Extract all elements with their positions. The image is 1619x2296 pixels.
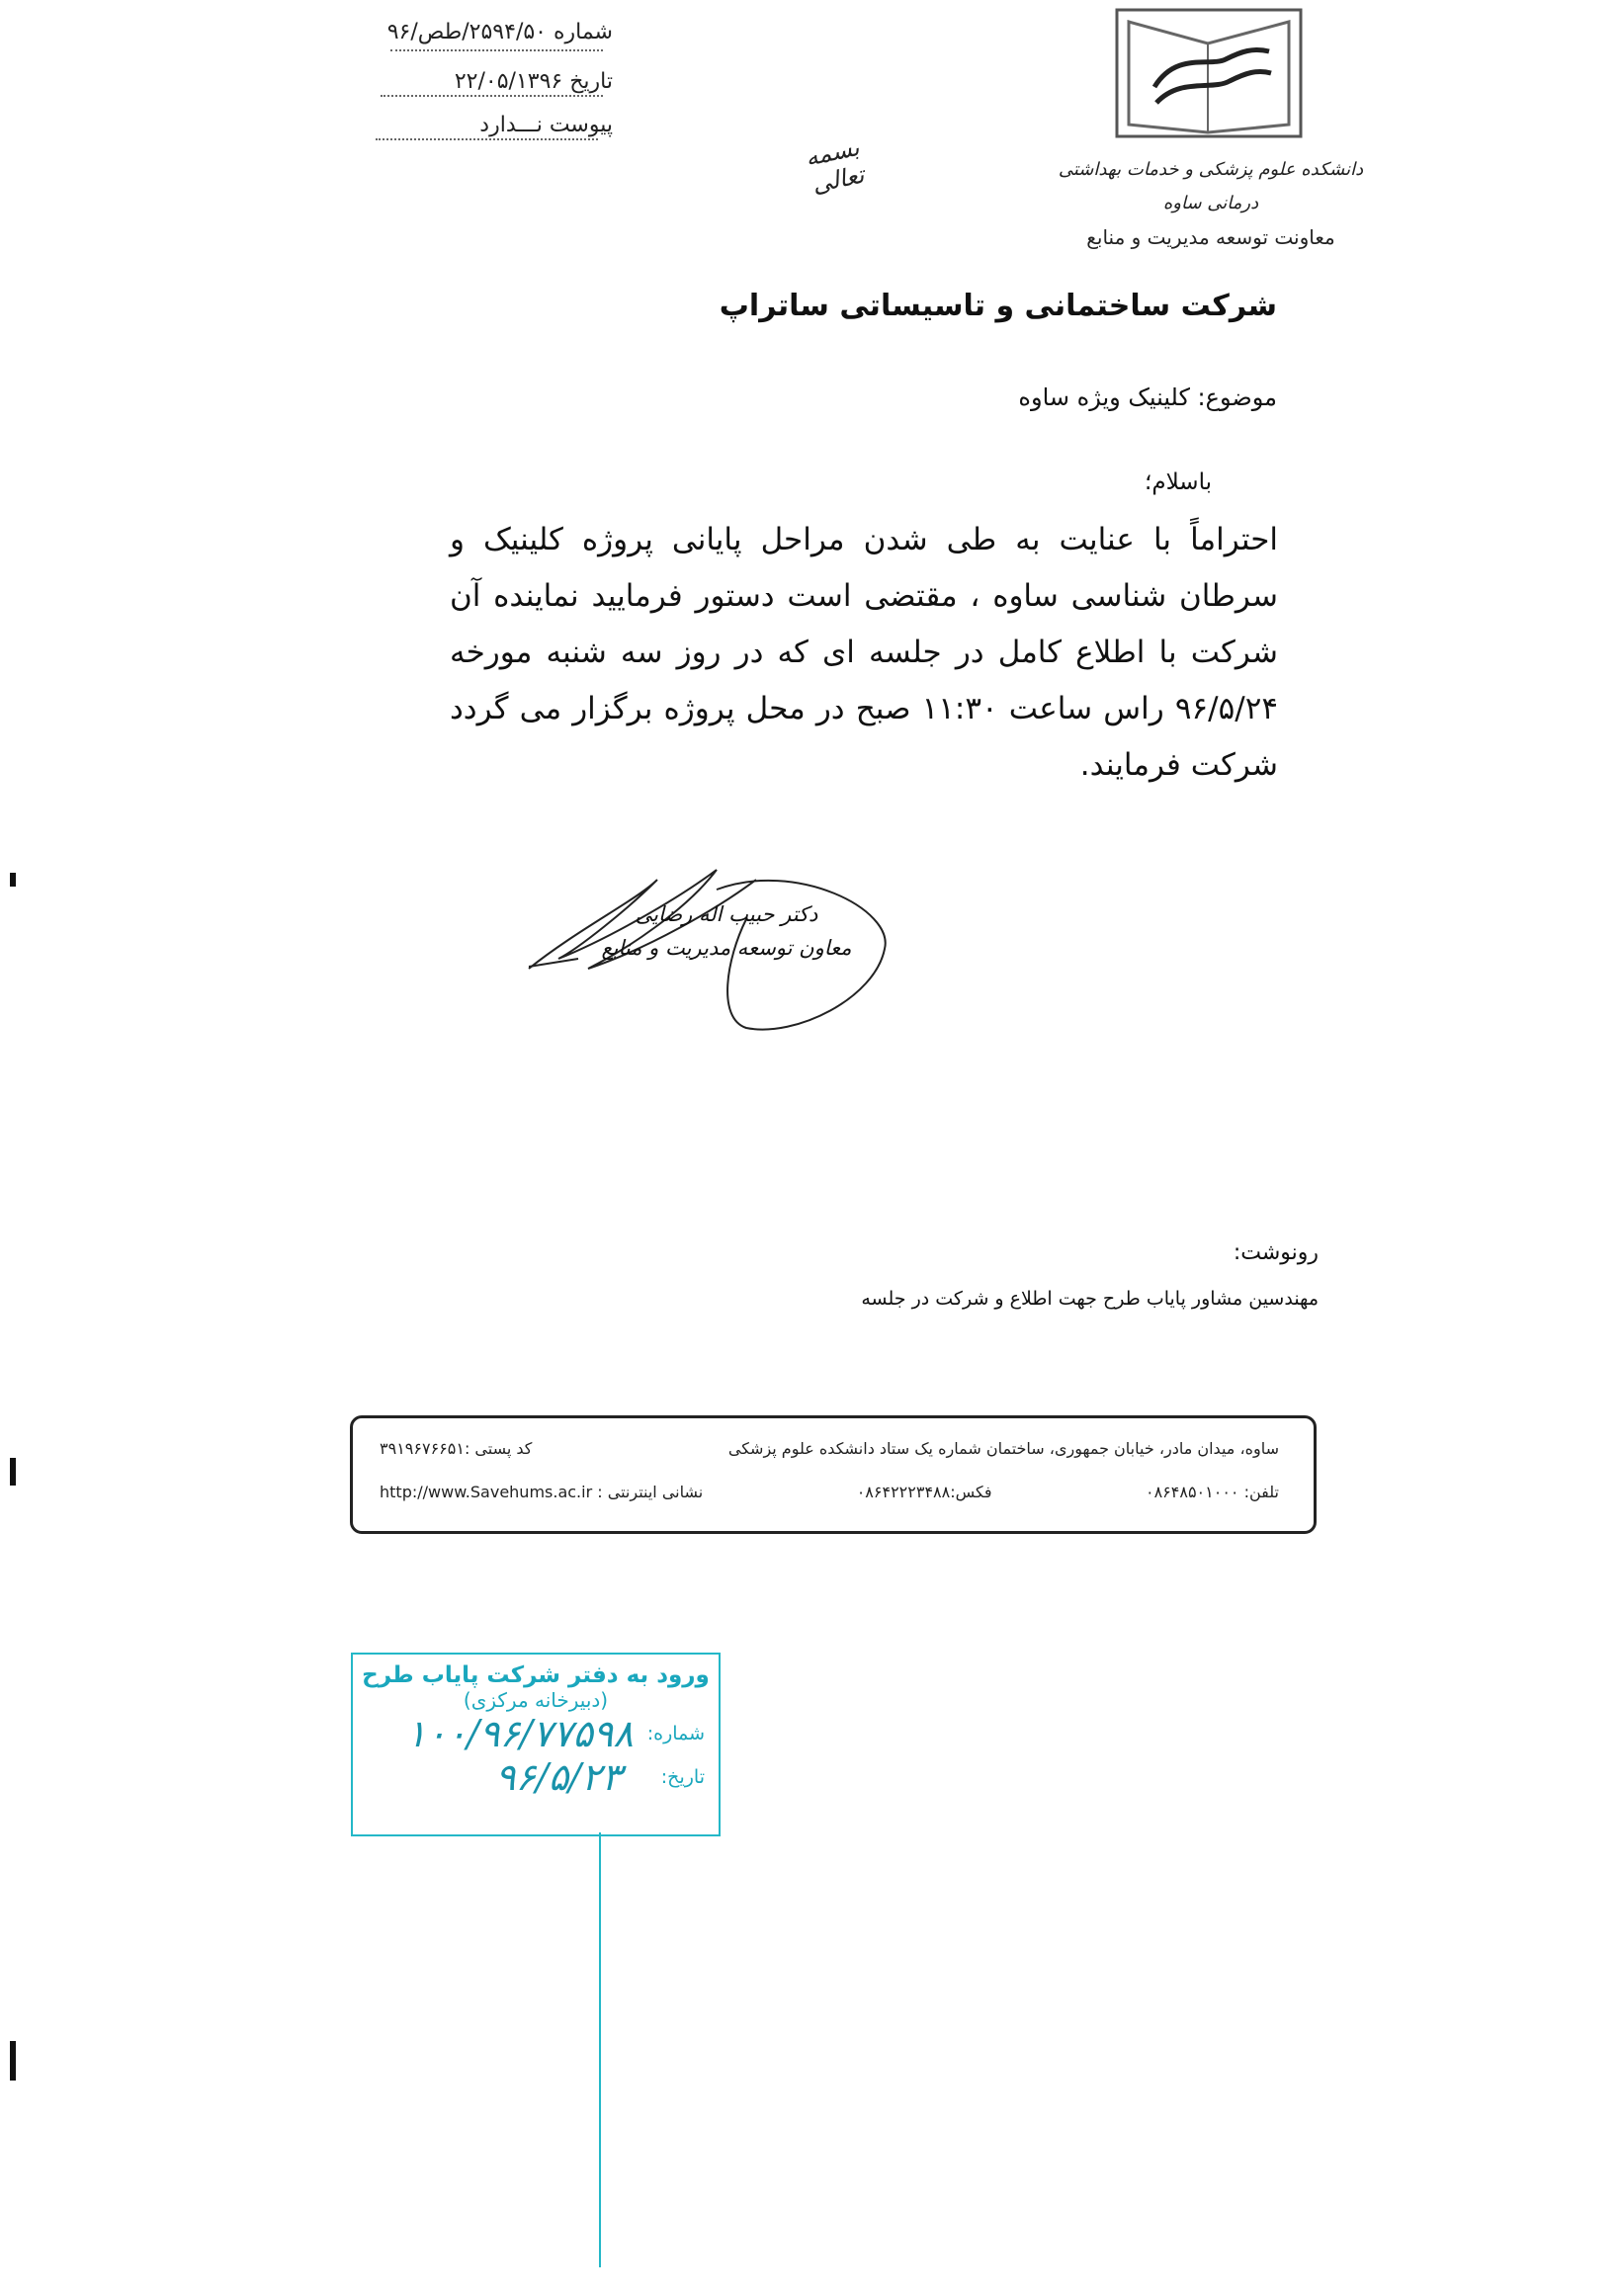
letter-date: [376, 69, 613, 94]
letter-number-value: ۲۵۹۴/۵۰/طص/۹۶: [386, 20, 547, 44]
attachment-dotted-line: [376, 138, 598, 140]
cc-title: رونوشت:: [1233, 1240, 1319, 1265]
letter-number: [376, 20, 613, 44]
number-dotted-line: [390, 49, 603, 51]
stamp-number-row: [353, 1712, 719, 1755]
letter-date-label: تاریخ: [569, 69, 613, 94]
university-logo-icon: [1115, 8, 1303, 138]
footer-postal: کد پستی :۳۹۱۹۶۷۶۶۵۱: [380, 1439, 533, 1458]
signature-block: [578, 897, 875, 965]
footer-row-address: [380, 1439, 1279, 1458]
attachment-label: پیوست: [549, 113, 613, 137]
stamp-date-row: [353, 1755, 719, 1799]
footer-web: [380, 1483, 703, 1501]
letter-number-label: شماره: [553, 20, 613, 44]
footer-contact-box: [350, 1415, 1317, 1534]
scan-edge-mark: [10, 2041, 16, 2081]
attachment-value: نـــدارد: [479, 113, 543, 137]
subject-line: موضوع: کلینیک ویژه ساوه: [1018, 383, 1277, 411]
footer-web-url[interactable]: http://www.Savehums.ac.ir: [380, 1483, 593, 1501]
addressee: شرکت ساختمانی و تاسیساتی ساتراپ: [719, 289, 1277, 323]
scan-edge-mark: [10, 1458, 16, 1486]
letter-attachment: [376, 113, 613, 137]
footer-fax: فکس:۰۸۶۴۲۲۲۳۴۸۸: [856, 1483, 992, 1501]
organization-department: معاونت توسعه مدیریت و منابع: [1086, 225, 1335, 249]
stamp-number-value: ۱۰۰/۹۶/۷۷۵۹۸: [406, 1712, 634, 1755]
besmellah: بسمه تعالی: [803, 132, 867, 199]
letter-date-value: ۲۲/۰۵/۱۳۹۶: [454, 69, 563, 94]
organization-block: [1048, 153, 1374, 254]
footer-web-label: نشانی اینترنتی :: [597, 1483, 704, 1501]
organization-name: دانشکده علوم پزشکی و خدمات بهداشتی درمانی ساوه: [1058, 159, 1364, 213]
footer-row-contact: [380, 1483, 1279, 1501]
footer-address: ساوه، میدان مادر، خیابان جمهوری، ساختمان شماره یک ستاد دانشکده علوم پزشکی: [727, 1439, 1279, 1458]
stamp-line2: (دبیرخانه مرکزی): [463, 1688, 609, 1712]
letter-body: احتراماً با عنایت به طی شدن مراحل پایانی پروژه کلینیک و سرطان شناسی ساوه ، مقتضی است دستور فرمایید نماینده آن شرکت با اطلاع کامل در جلسه ای که در روز سه شنبه مورخه ۹۶/۵/۲۴ راس ساعت ۱۱:۳۰ صبح در محل پروژه برگزار می گردد شرکت فرمایند.: [450, 522, 1279, 783]
signer-title: معاون توسعه مدیریت و منابع: [601, 936, 852, 960]
salutation: باسلام؛: [1145, 469, 1212, 495]
stamp-number-label: شماره:: [646, 1723, 705, 1744]
scan-edge-mark: [10, 873, 16, 887]
stamp-vertical-line: [599, 1832, 601, 2267]
date-dotted-line: [381, 95, 603, 97]
stamp-line1: ورود به دفتر شرکت پایاب طرح: [362, 1662, 710, 1688]
stamp-date-value: ۹۶/۵/۲۳: [495, 1755, 622, 1799]
footer-phone: تلفن: ۰۸۶۴۸۵۰۱۰۰۰: [1145, 1483, 1279, 1501]
received-stamp: [351, 1653, 721, 1836]
signer-name: دکتر حبیب اله رضایی: [635, 902, 818, 926]
stamp-date-label: تاریخ:: [660, 1766, 705, 1788]
cc-text: مهندسین مشاور پایاب طرح جهت اطلاع و شرکت در جلسه: [861, 1288, 1319, 1310]
